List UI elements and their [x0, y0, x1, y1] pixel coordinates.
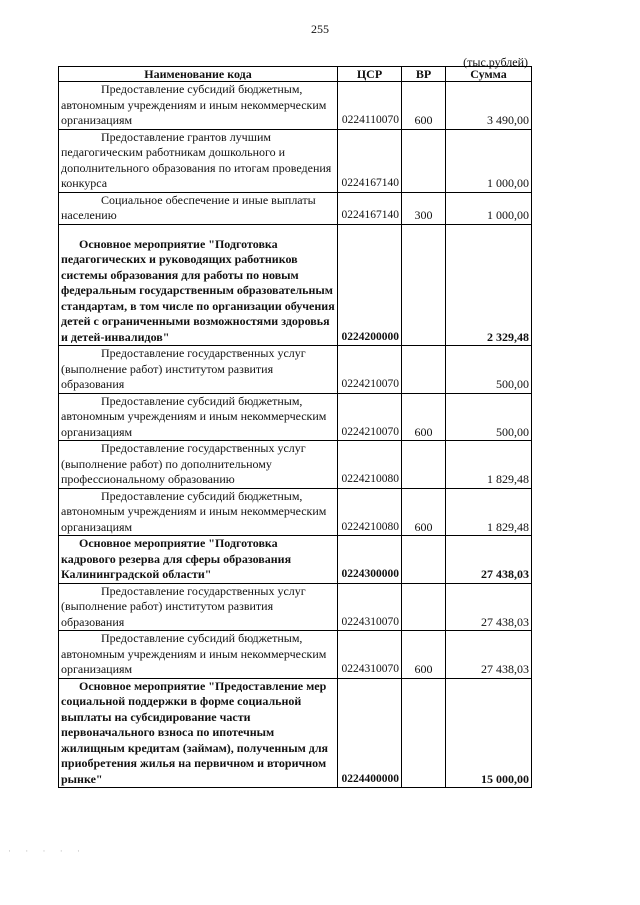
page-number: 255 [311, 22, 329, 36]
table-row [59, 583, 532, 631]
row-name: Предоставление субсидий бюджетным, автономным учреждениям и иным некоммерческим организациям [61, 488, 327, 534]
row-name: Предоставление государственных услуг (выполнение работ) институтом развития образования [61, 583, 306, 629]
scan-specks: · · · · · [8, 846, 86, 856]
table-row [59, 488, 532, 536]
row-name: Предоставление субсидий бюджетным, автономным учреждениям и иным некоммерческим организациям [61, 393, 327, 439]
row-csr: 0224310070 [338, 583, 402, 631]
row-vr [402, 441, 446, 489]
row-name: Предоставление государственных услуг (выполнение работ) институтом развития образования [61, 346, 306, 391]
row-sum: 500,00 [446, 346, 532, 394]
row-vr [402, 583, 446, 631]
table-row [59, 631, 532, 679]
row-name: Предоставление субсидий бюджетным, автономным учреждениям и иным некоммерческим организациям [61, 82, 327, 127]
row-vr: 600 [402, 631, 446, 679]
row-name: Предоставление государственных услуг (выполнение работ) по дополнительному профессиональному образованию [61, 441, 306, 486]
row-name: Предоставление грантов лучшим педагогическим работникам дошкольного и дополнительного образования по итогам проведения конкурса [61, 129, 332, 190]
header-vr: ВР [402, 67, 446, 82]
row-csr: 0224210080 [338, 441, 402, 489]
row-sum: 3 490,00 [446, 82, 532, 130]
row-vr: 600 [402, 82, 446, 130]
row-vr: 600 [402, 488, 446, 536]
table-row [59, 441, 532, 489]
row-name: Основное мероприятие "Подготовка педагогических и руководящих работников системы образования для работы по новым федеральным государственным образовательным стандартам, в том числе по организации обучения детей с ограниченными возможностями здоровья и детей-инвалидов" [61, 236, 335, 344]
row-vr: 600 [402, 393, 446, 441]
row-sum: 1 000,00 [446, 192, 532, 224]
row-name: Предоставление субсидий бюджетным, автономным учреждениям и иным некоммерческим организациям [61, 631, 327, 676]
row-vr [402, 536, 446, 584]
table-row [59, 224, 532, 346]
row-sum: 15 000,00 [446, 678, 532, 788]
row-name: Основное мероприятие "Подготовка кадрового резерва для сферы образования Калининградской области" [61, 536, 292, 581]
row-vr [402, 678, 446, 788]
row-sum: 27 438,03 [446, 583, 532, 631]
row-sum: 1 829,48 [446, 441, 532, 489]
row-sum: 1 000,00 [446, 129, 532, 192]
row-vr [402, 224, 446, 346]
row-name: Основное мероприятие "Предоставление мер социальной поддержки в форме социальной выплаты на субсидирование части первоначального взноса по ипотечным жилищным кредитам (займам), полученным для приобретения жилья на первичном и вторичном рынке" [61, 678, 329, 786]
row-csr: 0224400000 [338, 678, 402, 788]
row-sum: 27 438,03 [446, 536, 532, 584]
table-row [59, 678, 532, 788]
table-row [59, 346, 532, 394]
row-vr: 300 [402, 192, 446, 224]
row-vr [402, 346, 446, 394]
row-csr: 0224110070 [338, 82, 402, 130]
table-header-row [59, 67, 532, 82]
row-csr: 0224167140 [338, 192, 402, 224]
row-csr: 0224200000 [338, 224, 402, 346]
row-sum: 1 829,48 [446, 488, 532, 536]
row-csr: 0224210080 [338, 488, 402, 536]
row-sum: 500,00 [446, 393, 532, 441]
table-row [59, 536, 532, 584]
row-csr: 0224167140 [338, 129, 402, 192]
header-csr: ЦСР [338, 67, 402, 82]
row-sum: 2 329,48 [446, 224, 532, 346]
table-row [59, 393, 532, 441]
budget-table [58, 66, 532, 788]
row-sum: 27 438,03 [446, 631, 532, 679]
row-csr: 0224210070 [338, 346, 402, 394]
row-csr: 0224300000 [338, 536, 402, 584]
row-vr [402, 129, 446, 192]
table-row [59, 82, 532, 130]
row-csr: 0224310070 [338, 631, 402, 679]
units-label: (тыс.рублей) [463, 55, 528, 69]
header-name: Наименование кода [59, 67, 338, 82]
row-name: Социальное обеспечение и иные выплаты населению [61, 192, 316, 222]
header-sum: Сумма [446, 67, 532, 82]
row-csr: 0224210070 [338, 393, 402, 441]
table-row [59, 192, 532, 224]
table-row [59, 129, 532, 192]
